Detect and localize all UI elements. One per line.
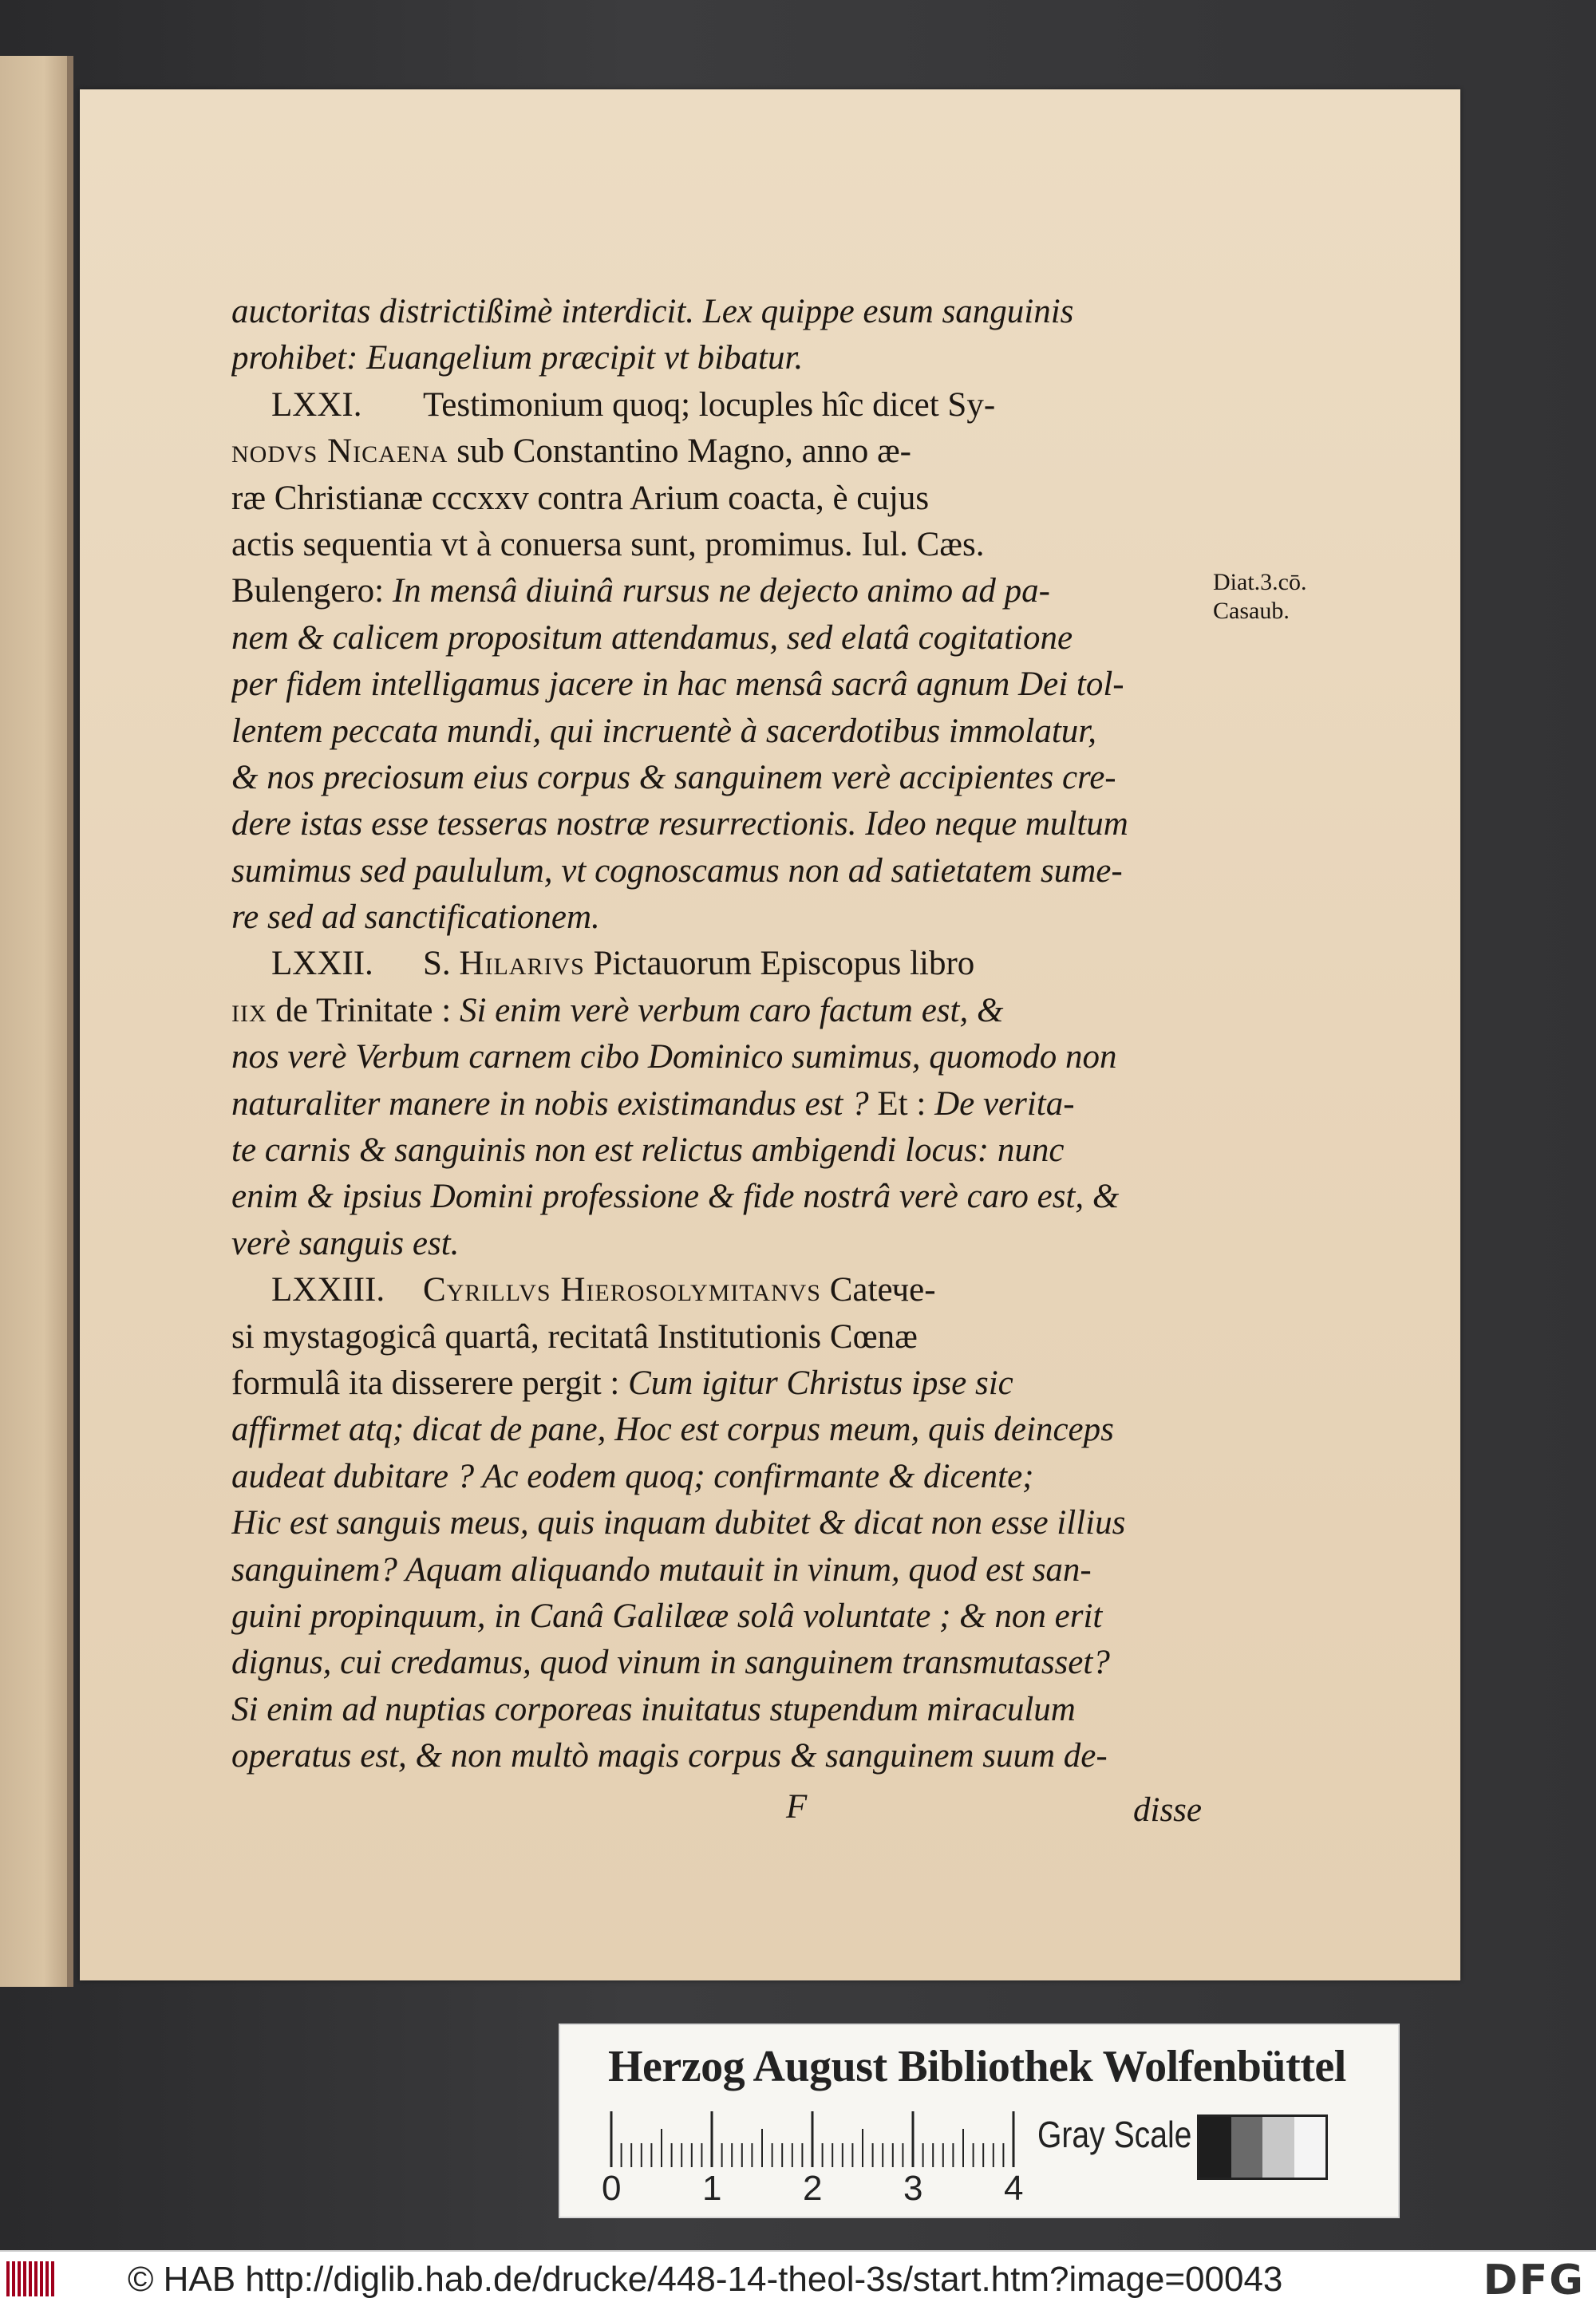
text-run: Et :: [868, 1084, 935, 1123]
text-run: Cyrillvs Hierosolymitanvs: [423, 1271, 821, 1309]
previous-page-shadow: [67, 56, 73, 1987]
logo-bar: [40, 2261, 43, 2296]
gray-scale-swatches: [1197, 2114, 1328, 2180]
logo-bar: [51, 2261, 54, 2296]
text-line: [231, 661, 1213, 708]
text-run: Pictauorum Episcopus libro: [584, 945, 975, 983]
text-line: [231, 801, 1213, 847]
text-line: [231, 709, 1213, 755]
text-run: Cum igitur Christus ipse sic: [628, 1364, 1013, 1402]
text-line: [231, 615, 1213, 661]
text-line: [231, 1314, 1213, 1360]
text-line: [231, 1733, 1213, 1779]
text-run: Catече-: [821, 1271, 936, 1309]
text-run: nodvs Nicaena: [231, 432, 448, 471]
text-run: verè sanguis est.: [231, 1224, 460, 1262]
gray-swatch: [1262, 2117, 1294, 2178]
text-line: [231, 568, 1213, 614]
text-run: Hic est sanguis meus, quis inquam dubitet & dicat non esse illius: [231, 1504, 1126, 1542]
text-line: [231, 335, 1213, 381]
text-run: De verita-: [934, 1084, 1075, 1123]
text-run: nem & calicem propositum attendamus, sed elatâ cogitatione: [231, 618, 1073, 657]
text-line: [231, 1454, 1213, 1500]
gray-swatch: [1199, 2117, 1231, 2178]
text-line: [231, 1127, 1213, 1174]
text-run: & nos preciosum eius corpus & sanguinem verè accipientes cre-: [231, 758, 1116, 796]
gray-swatch: [1231, 2117, 1263, 2178]
text-line: [231, 522, 1213, 568]
text-run: de Trinitate :: [267, 991, 460, 1029]
text-run: actis sequentia vt à conuersa sunt, promimus. Iul. Cæs.: [231, 525, 985, 563]
text-line: [231, 1640, 1213, 1686]
ruler-number: 0: [602, 2169, 622, 2208]
section-number: LXXIII.: [271, 1271, 385, 1309]
text-run: sanguinem? Aquam aliquando mutauit in vinum, quod est san-: [231, 1550, 1092, 1589]
text-run: operatus est, & non multò magis corpus & sanguinem suum de-: [231, 1737, 1108, 1775]
text-line: [231, 755, 1213, 801]
card-title: Herzog August Bibliothek Wolfenbüttel: [608, 2042, 1346, 2091]
section-number: LXXII.: [271, 945, 373, 983]
margin-note-line: Casaub.: [1213, 598, 1290, 624]
logo-bar: [18, 2261, 21, 2296]
ruler-number: 1: [702, 2169, 722, 2208]
text-run: auctoritas districtißimè interdicit. Lex quippe esum sanguinis: [231, 293, 1074, 330]
text-run: affirmet atq; dicat de pane, Hoc est corpus meum, quis deinceps: [231, 1411, 1114, 1449]
text-line: [231, 894, 1213, 941]
text-line: [231, 1687, 1213, 1733]
logo-bar: [29, 2261, 32, 2296]
margin-note: [1213, 568, 1349, 626]
text-run: re sed ad sanctificationem.: [231, 898, 600, 937]
text-run: si mystagogicâ quartâ, recitatâ Institutionis Cœnæ: [231, 1317, 918, 1356]
text-run: dere istas esse tesseras nostræ resurrectionis. Ideo neque multum: [231, 805, 1128, 843]
ruler-number: 2: [803, 2169, 823, 2208]
text-line: [231, 1593, 1213, 1640]
logo-bar: [45, 2261, 49, 2296]
text-line: [231, 1360, 1213, 1407]
text-line: [231, 1034, 1213, 1080]
text-run: audeat dubitare ? Ac eodem quoq; confirmante & dicente;: [231, 1457, 1034, 1495]
footer-bar: [0, 2250, 1596, 2306]
text-line: [231, 1221, 1213, 1267]
ruler-number: 4: [1004, 2169, 1024, 2208]
text-run: prohibet: Euangelium præcipit vt bibatur.: [231, 339, 804, 377]
logo-bar: [6, 2261, 10, 2296]
page-text: [231, 289, 1213, 1780]
text-run: guini propinquum, in Canâ Galilææ solâ voluntate ; & non erit: [231, 1597, 1103, 1635]
logo-bar: [23, 2261, 26, 2296]
text-run: sumimus sed paululum, vt cognoscamus non ad satietatem sume-: [231, 851, 1123, 890]
text-line: [231, 289, 1213, 335]
text-run: per fidem intelligamus jacere in hac mensâ sacrâ agnum Dei tol-: [231, 665, 1124, 704]
signature-mark: F: [786, 1788, 808, 1826]
previous-page-edge: [0, 56, 73, 1987]
section-number: LXXI.: [271, 385, 362, 424]
text-run: nos verè Verbum carnem cibo Dominico sumimus, quomodo non: [231, 1038, 1117, 1076]
text-run: iix: [231, 991, 267, 1029]
text-run: ræ Christianæ cccxxv contra Arium coacta, è cujus: [231, 479, 930, 517]
ruler-scale: [606, 2111, 1021, 2167]
text-line: [231, 1547, 1213, 1593]
color-scale-card: [559, 2024, 1400, 2218]
text-run: Si enim ad nuptias corporeas inuitatus stupendum miraculum: [231, 1690, 1076, 1728]
text-line: [231, 476, 1213, 522]
text-run: Hilarivs: [459, 945, 585, 983]
text-run: Si enim verè verbum caro factum est, &: [459, 991, 1004, 1029]
text-run: S.: [423, 945, 460, 983]
text-line: [231, 382, 1213, 428]
text-line: [231, 1407, 1213, 1453]
text-run: lentem peccata mundi, qui incruentè à sacerdotibus immolatur,: [231, 712, 1096, 750]
text-line: [231, 848, 1213, 894]
book-page: [80, 89, 1460, 1980]
footer-url[interactable]: © HAB http://diglib.hab.de/drucke/448-14-theol-3s/start.htm?image=00043: [128, 2260, 1283, 2299]
catchword: disse: [1133, 1791, 1202, 1829]
text-line: [231, 988, 1213, 1034]
text-line: [231, 1081, 1213, 1127]
text-line: [231, 1500, 1213, 1546]
margin-note-line: Diat.3.cō.: [1213, 569, 1307, 595]
text-line: [231, 428, 1213, 475]
text-run: te carnis & sanguinis non est relictus ambigendi locus: nunc: [231, 1131, 1065, 1170]
logo-bar: [12, 2261, 15, 2296]
text-line: [231, 941, 1213, 987]
gray-swatch: [1294, 2117, 1326, 2178]
dfg-logo: DFG: [1483, 2257, 1585, 2304]
text-run: formulâ ita disserere pergit :: [231, 1364, 629, 1402]
logo-bar: [34, 2261, 38, 2296]
text-run: dignus, cui credamus, quod vinum in sanguinem transmutasset?: [231, 1644, 1110, 1682]
text-run: Bulengero:: [231, 572, 393, 610]
text-run: Testimonium quoq; locuples hîc dicet Sy-: [423, 385, 996, 424]
text-run: enim & ipsius Domini professione & fide nostrâ verè caro est, &: [231, 1178, 1120, 1216]
text-run: naturaliter manere in nobis existimandus est ?: [231, 1084, 869, 1123]
text-run: sub Constantino Magno, anno æ-: [448, 432, 911, 471]
gray-scale-label: Gray Scale: [1037, 2114, 1192, 2155]
hab-logo-icon: [6, 2261, 69, 2296]
text-line: [231, 1267, 1213, 1313]
ruler-number: 3: [903, 2169, 923, 2208]
text-run: In mensâ diuinâ rursus ne dejecto animo ad pa-: [392, 572, 1050, 610]
text-line: [231, 1174, 1213, 1220]
